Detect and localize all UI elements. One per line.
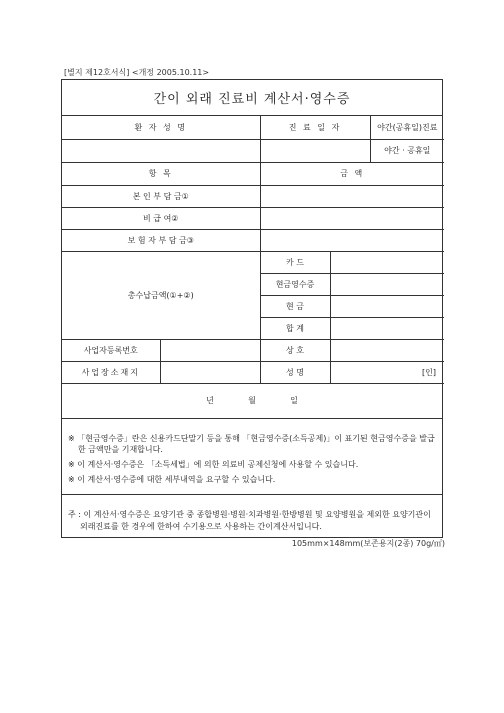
paper-size-note: 105mm×148mm(보존용지(2종) 70g/㎡) — [291, 539, 445, 548]
cash-amount[interactable] — [330, 295, 444, 317]
seal-mark: [인] — [330, 361, 444, 383]
note-detail-request: ※ 이 계산서·영수증에 대한 세부내역을 요구할 수 있습니다. — [68, 474, 276, 484]
patient-copay-amount[interactable] — [260, 185, 444, 207]
total-paid-label: 총수납금액(①+②) — [62, 251, 260, 339]
receipt-form — [61, 79, 443, 538]
note-cash-receipt: ※ 「현금영수증」란은 신용카드단말기 등을 통해 「현금영수증(소득공제)」이 표기된 현금영수증을 발급한 금액만을 기재합니다. — [68, 433, 435, 454]
treatment-date-label: 진 료 일 자 — [260, 116, 370, 139]
note-tax-deduction: ※ 이 계산서·영수증은 「소득세법」에 의한 의료비 공제신청에 사용할 수 있습니다. — [68, 459, 359, 469]
business-address-label: 사업장소재지 — [62, 361, 160, 383]
day-label: 일 — [290, 396, 298, 405]
representative-name-label: 성 명 — [260, 361, 330, 383]
insurer-share-label: 보 험 자 부 담 금③ — [62, 229, 260, 251]
company-name-field[interactable] — [330, 339, 444, 361]
night-holiday-label: 야간(공휴일)진료 — [370, 116, 444, 139]
non-covered-label: 비 급 여② — [62, 207, 260, 229]
sum-label: 합 계 — [260, 317, 330, 339]
cash-receipt-label: 현금영수증 — [260, 273, 330, 295]
usage-note: 주 : 이 계산서·영수증은 요양기관 중 종합병원·병원·치과병원·한방병원 및 요양병원을 제외한 요양기관이 외래진료를 한 경우에 한하여 수기용으로 사용하는 간이계산서입니다. — [68, 509, 431, 531]
patient-copay-label: 본 인 부 담 금① — [62, 185, 260, 207]
non-covered-amount[interactable] — [260, 207, 444, 229]
amount-header: 금 액 — [260, 162, 444, 185]
business-reg-no-label: 사업자등록번호 — [62, 339, 160, 361]
company-name-label: 상 호 — [260, 339, 330, 361]
card-amount[interactable] — [330, 251, 444, 273]
patient-name-field[interactable] — [62, 139, 260, 162]
cash-label: 현 금 — [260, 295, 330, 317]
year-label: 년 — [206, 396, 214, 405]
business-reg-no-field[interactable] — [160, 339, 260, 361]
issue-date-line — [62, 384, 442, 419]
receipt-table — [62, 116, 444, 384]
insurer-share-amount[interactable] — [260, 229, 444, 251]
sum-amount[interactable] — [330, 317, 444, 339]
item-header: 항 목 — [62, 162, 260, 185]
patient-name-label: 환 자 성 명 — [62, 116, 260, 139]
notes-section — [62, 419, 442, 495]
form-title: 간이 외래 진료비 계산서·영수증 — [62, 80, 442, 116]
night-holiday-value[interactable]: 야간 · 공휴일 — [370, 139, 444, 162]
business-address-field[interactable] — [160, 361, 260, 383]
card-label: 카 드 — [260, 251, 330, 273]
month-label: 월 — [248, 396, 256, 405]
cash-receipt-amount[interactable] — [330, 273, 444, 295]
form-number-note: [별지 제12호서식] <개정 2005.10.11> — [64, 68, 210, 77]
treatment-date-field[interactable] — [260, 139, 370, 162]
